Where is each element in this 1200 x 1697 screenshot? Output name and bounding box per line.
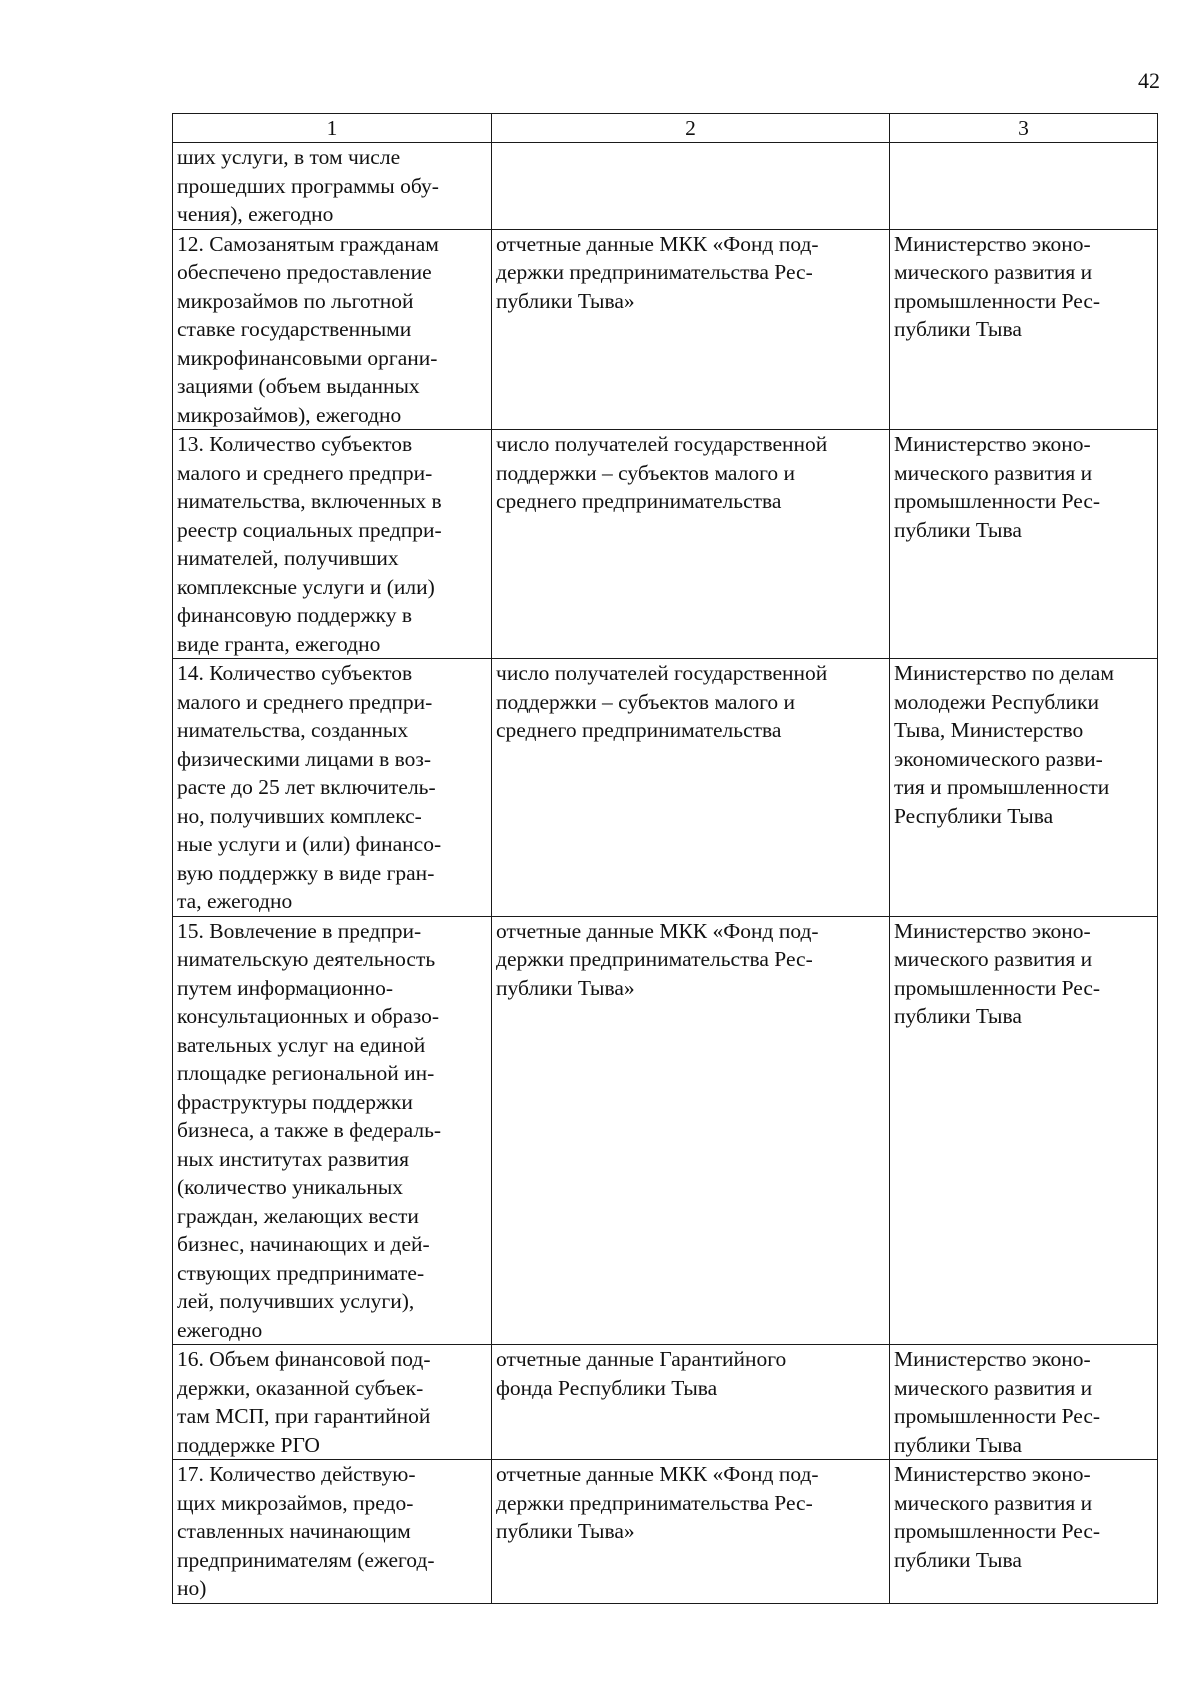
indicator-cell: 12. Самозанятым гражданам обеспечено предоставление микрозаймов по льготной ставке государственными микрофинансовыми органи- зациями (объем выданных микрозаймов), ежегодно	[173, 229, 492, 430]
indicators-table	[172, 113, 1158, 1604]
indicator-cell: 15. Вовлечение в предпри- нимательскую деятельность путем информационно- консультационных и образо- вательных услуг на единой площадке региональной ин- фраструктуры поддержки бизнеса, а также в федераль- ных институтах развития (количество уникальных граждан, желающих вести бизнес, начинающих и дей- ствующих предпринимате- лей, получивших услуги), ежегодно	[173, 916, 492, 1345]
table-row	[173, 143, 1158, 230]
table-row	[173, 659, 1158, 917]
table-row	[173, 229, 1158, 430]
indicator-cell: 17. Количество действую- щих микрозаймов, предо- ставленных начинающим предпринимателям (ежегод- но)	[173, 1460, 492, 1604]
table-row	[173, 1345, 1158, 1460]
responsible-cell: Министерство эконо- мического развития и промышленности Рес- публики Тыва	[890, 430, 1158, 659]
indicator-cell: 14. Количество субъектов малого и среднего предпри- нимательства, созданных физическими лицами в воз- расте до 25 лет включитель- но, получивших комплекс- ные услуги и (или) финансо- вую поддержку в виде гран- та, ежегодно	[173, 659, 492, 917]
source-cell: число получателей государственной поддержки – субъектов малого и среднего предпринимательства	[492, 659, 890, 917]
table-row	[173, 916, 1158, 1345]
source-cell: отчетные данные МКК «Фонд под- держки предпринимательства Рес- публики Тыва»	[492, 1460, 890, 1604]
source-cell: отчетные данные Гарантийного фонда Республики Тыва	[492, 1345, 890, 1460]
source-cell: отчетные данные МКК «Фонд под- держки предпринимательства Рес- публики Тыва»	[492, 229, 890, 430]
table-body	[173, 143, 1158, 1604]
table-row	[173, 1460, 1158, 1604]
page-number: 42	[1138, 68, 1160, 93]
column-header-1: 1	[173, 114, 492, 143]
source-cell	[492, 143, 890, 230]
responsible-cell	[890, 143, 1158, 230]
responsible-cell: Министерство эконо- мического развития и промышленности Рес- публики Тыва	[890, 1460, 1158, 1604]
responsible-cell: Министерство по делам молодежи Республики Тыва, Министерство экономического разви- тия и промышленности Республики Тыва	[890, 659, 1158, 917]
responsible-cell: Министерство эконо- мического развития и промышленности Рес- публики Тыва	[890, 916, 1158, 1345]
table-header	[173, 114, 1158, 143]
indicator-cell: 13. Количество субъектов малого и среднего предпри- нимательства, включенных в реестр социальных предпри- нимателей, получивших комплексные услуги и (или) финансовую поддержку в виде гранта, ежегодно	[173, 430, 492, 659]
column-header-3: 3	[890, 114, 1158, 143]
indicator-cell: 16. Объем финансовой под- держки, оказанной субъек- там МСП, при гарантийной поддержке РГО	[173, 1345, 492, 1460]
indicator-cell: ших услуги, в том числе прошедших программы обу- чения), ежегодно	[173, 143, 492, 230]
source-cell: число получателей государственной поддержки – субъектов малого и среднего предпринимательства	[492, 430, 890, 659]
column-header-2: 2	[492, 114, 890, 143]
header-row	[173, 114, 1158, 143]
responsible-cell: Министерство эконо- мического развития и промышленности Рес- публики Тыва	[890, 1345, 1158, 1460]
source-cell: отчетные данные МКК «Фонд под- держки предпринимательства Рес- публики Тыва»	[492, 916, 890, 1345]
responsible-cell: Министерство эконо- мического развития и промышленности Рес- публики Тыва	[890, 229, 1158, 430]
table-row	[173, 430, 1158, 659]
